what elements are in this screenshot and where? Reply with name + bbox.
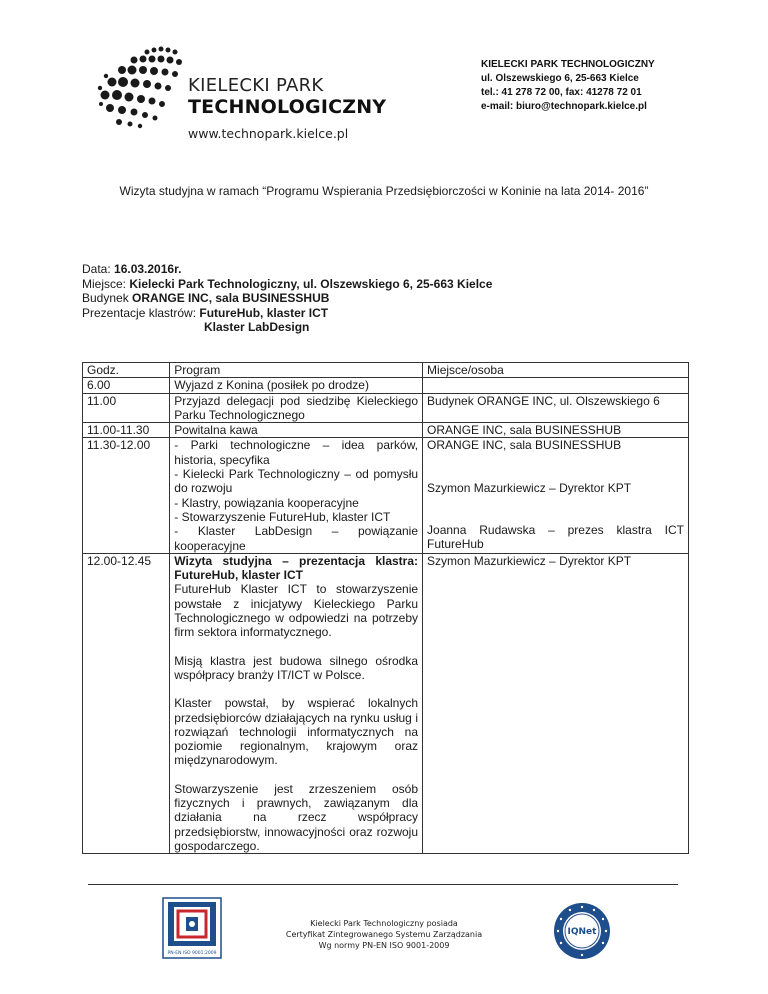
program-title: Wizyta studyjna – prezentacja klastra: FutureHub, klaster ICT	[174, 553, 419, 583]
cell-time: 11.00	[83, 393, 170, 423]
cell-place: ORANGE INC, sala BUSINESSHUB	[423, 423, 689, 438]
document-subject: Wizyta studyjna w ramach “Programu Wspierania Przedsiębiorczości w Koninie na lata 2014- 2016”	[119, 184, 649, 198]
meta-building: Budynek ORANGE INC, sala BUSINESSHUB	[82, 291, 330, 305]
cell-program: Przyjazd delegacji pod siedzibę Kieleckiego Parku Technologicznego	[170, 393, 423, 423]
event-meta	[82, 262, 492, 335]
cell-place	[423, 438, 689, 553]
logo-wordmark	[188, 77, 386, 117]
cell-program	[170, 438, 423, 553]
iqnet-badge-icon	[552, 901, 612, 961]
table-row	[83, 378, 689, 393]
cell-time: 11.00-11.30	[83, 423, 170, 438]
contact-email[interactable]: e-mail: biuro@technopark.kielce.pl	[481, 101, 647, 112]
program-paragraph: Misją klastra jest budowa silnego ośrodka współpracy branży IT/ICT w Polsce.	[174, 653, 419, 682]
cell-program	[170, 553, 423, 853]
meta-date: Data: 16.03.2016r.	[82, 262, 182, 276]
footer-line: Certyfikat Zintegrowanego Systemu Zarządzania	[285, 930, 483, 939]
logo-line-2: TECHNOLOGICZNY	[188, 96, 387, 118]
table-row	[83, 438, 689, 553]
footer-divider	[88, 884, 678, 885]
program-item: - Klastry, powiązania kooperacyjne	[174, 495, 359, 510]
cell-place	[423, 378, 689, 393]
cell-place: Budynek ORANGE INC, ul. Olszewskiego 6	[423, 393, 689, 423]
contact-name: KIELECKI PARK TECHNOLOGICZNY	[481, 59, 655, 70]
program-item: - Stowarzyszenie FutureHub, klaster ICT	[174, 509, 391, 524]
header-place: Miejsce/osoba	[423, 363, 689, 378]
table-row	[83, 363, 689, 378]
logo-line-1: KIELECKI PARK	[188, 75, 324, 96]
program-paragraph: Stowarzyszenie jest zrzeszeniem osób fizycznych i prawnych, zawiązanym dla działania na rzecz współpracy przedsiębiorstw, innowacyjności oraz rozwoju gospodarczego.	[174, 781, 419, 853]
program-item: - Klaster LabDesign – powiązanie kooperacyjne	[174, 524, 419, 553]
place-item: Szymon Mazurkiewicz – Dyrektor KPT	[427, 480, 632, 495]
header-time: Godz.	[83, 363, 170, 378]
header-contact	[481, 58, 655, 114]
cell-time: 11.30-12.00	[83, 438, 170, 553]
meta-presentations: Prezentacje klastrów: FutureHub, klaster ICT	[82, 305, 329, 320]
header-program: Program	[170, 363, 423, 378]
cell-place: Szymon Mazurkiewicz – Dyrektor KPT	[423, 553, 689, 853]
footer-certificate-text	[0, 918, 768, 951]
table-row	[83, 553, 689, 853]
cell-program: Wyjazd z Konina (posiłek po drodze)	[170, 378, 423, 393]
logo-url[interactable]: www.technopark.kielce.pl	[188, 126, 349, 141]
contact-phone: tel.: 41 278 72 00, fax: 41278 72 01	[481, 87, 642, 98]
cell-program: Powitalna kawa	[170, 423, 423, 438]
cell-time: 12.00-12.45	[83, 553, 170, 853]
program-paragraph: FutureHub Klaster ICT to stowarzyszenie powstałe z inicjatywy Kieleckiego Parku Technologicznego w odpowiedzi na potrzeby firm sektora informatycznego.	[174, 582, 419, 640]
footer-line: Wg normy PN-EN ISO 9001-2009	[318, 941, 450, 950]
agenda-table	[82, 362, 689, 854]
contact-address: ul. Olszewskiego 6, 25-663 Kielce	[481, 73, 639, 84]
table-row	[83, 423, 689, 438]
cert2-label: IQNet	[567, 927, 597, 937]
place-item: Joanna Rudawska – prezes klastra ICT FutureHub	[427, 523, 684, 552]
program-item: - Kielecki Park Technologiczny – od pomysłu do rozwoju	[174, 467, 419, 496]
program-paragraph: Klaster powstał, by wspierać lokalnych przedsiębiorców działających na rynku usług i rozwiązań technologii informatycznych na poziomie regionalnym, krajowym oraz międzynarodowym.	[174, 696, 419, 768]
place-item: ORANGE INC, sala BUSINESSHUB	[427, 438, 622, 453]
meta-presentations-2: Klaster LabDesign	[204, 320, 310, 334]
program-item: - Parki technologiczne – idea parków, historia, specyfika	[174, 438, 419, 467]
cert1-label: PN-EN ISO 9001:2009	[167, 951, 217, 956]
table-row	[83, 393, 689, 423]
footer-line: Kielecki Park Technologiczny posiada	[310, 919, 458, 928]
cell-time: 6.00	[83, 378, 170, 393]
meta-place: Miejsce: Kielecki Park Technologiczny, ul. Olszewskiego 6, 25-663 Kielce	[82, 276, 493, 291]
